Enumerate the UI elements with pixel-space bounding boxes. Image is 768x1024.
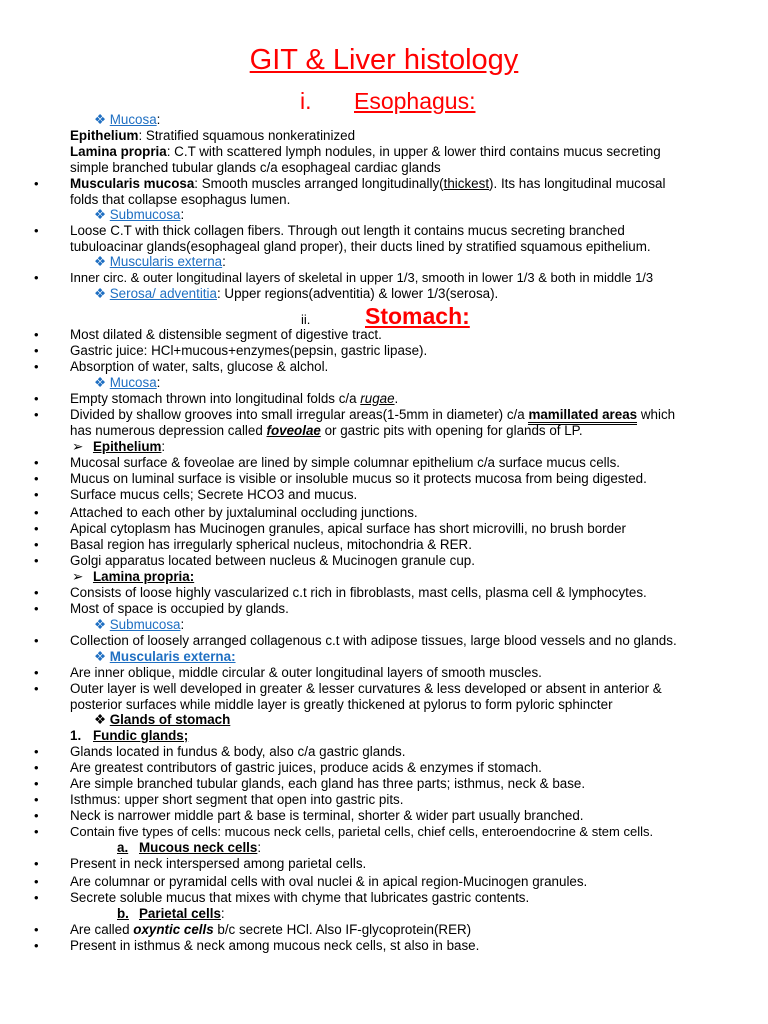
list-item: Present in isthmus & neck among mucous neck cells, st also in base. (70, 938, 480, 953)
list-item (70, 407, 675, 423)
list-item (70, 176, 665, 192)
bullet-icon: • (34, 744, 39, 759)
subheading-lamina-propria (72, 569, 194, 585)
label-submucosa: Submucosa (109, 617, 181, 632)
label-lamina-propria: Lamina propria: (92, 569, 195, 584)
list-letter: b. (117, 906, 129, 921)
diamond-bullet-icon: ❖ (94, 617, 107, 632)
label-mucosa: Mucosa (109, 112, 157, 127)
list-item: Are greatest contributors of gastric juices, produce acids & enzymes if stomach. (70, 760, 542, 775)
subheading-epithelium (72, 439, 165, 455)
list-item: Golgi apparatus located between nucleus & Mucinogen granule cup. (70, 553, 475, 568)
bullet-icon: • (34, 391, 39, 406)
list-item: Neck is narrower middle part & base is terminal, shorter & wider part usually branched. (70, 808, 584, 823)
term-mamillated-areas: mamillated areas (528, 407, 637, 425)
list-item: Gastric juice: HCl+mucous+enzymes(pepsin, gastric lipase). (70, 343, 428, 358)
label-glands-of-stomach: Glands of stomach (109, 712, 231, 727)
bullet-icon: • (34, 922, 39, 937)
bullet-icon: • (34, 874, 39, 889)
colon: : (222, 254, 226, 269)
list-item: Surface mucus cells; Secrete HCO3 and mucus. (70, 487, 358, 502)
text-line: posterior surfaces while middle layer is greatly thickened at pylorus to form pyloric sphincter (70, 697, 613, 712)
label-muscularis-externa: Muscularis externa (109, 254, 223, 269)
text: : Upper regions(adventitia) & lower 1/3(serosa). (216, 286, 499, 301)
bullet-icon: • (34, 359, 39, 374)
subheading-mucous-neck-cells (117, 840, 261, 856)
bullet-icon: • (34, 681, 39, 696)
list-item: Contain five types of cells: mucous neck cells, parietal cells, chief cells, enteroendocrine & stem cells. (70, 824, 654, 839)
bullet-icon: • (34, 487, 39, 502)
colon: : (180, 207, 185, 222)
bullet-icon: • (34, 471, 39, 486)
label-mucous-neck-cells: Mucous neck cells (139, 840, 258, 855)
text-line: simple branched tubular glands c/a esophageal cardiac glands (70, 160, 441, 175)
bullet-icon: • (34, 553, 39, 568)
text: Are called (70, 922, 134, 937)
list-item: Secrete soluble mucus that mixes with chyme that lubricates gastric contents. (70, 890, 530, 905)
arrow-bullet-icon: ➢ (72, 569, 84, 584)
text-line: tubuloacinar glands(esophageal gland proper), their ducts lined by stratified squamous epithelium. (70, 239, 651, 254)
subheading-glands-of-stomach (94, 712, 230, 728)
bullet-icon: • (34, 665, 39, 680)
colon: : (180, 617, 185, 632)
bullet-icon: • (34, 585, 39, 600)
text: : C.T with scattered lymph nodules, in upper & lower third contains mucus secreting (166, 144, 661, 159)
text: Divided by shallow grooves into small irregular areas(1-5mm in diameter) c/a (70, 407, 529, 422)
bullet-icon: • (34, 176, 39, 191)
diamond-bullet-icon: ❖ (94, 254, 107, 269)
list-item: Collection of loosely arranged collagenous c.t with adipose tissues, large blood vessels and no glands. (70, 633, 677, 648)
arrow-bullet-icon: ➢ (72, 439, 84, 454)
text: : Smooth muscles arranged longitudinally( (194, 176, 444, 191)
list-item: Mucus on luminal surface is visible or insoluble mucus so it protects mucosa from being digested. (70, 471, 647, 486)
bullet-icon: • (34, 824, 39, 839)
list-item: Are simple branched tubular glands, each gland has three parts; isthmus, neck & base. (70, 776, 586, 791)
text: Empty stomach thrown into longitudinal folds c/a (70, 391, 361, 406)
page-title: GIT & Liver histology (249, 44, 519, 76)
list-item: Apical cytoplasm has Mucinogen granules, apical surface has short microvilli, no brush border (70, 521, 626, 536)
subheading-submucosa (94, 207, 184, 223)
text: ). Its has longitudinal mucosal (489, 176, 666, 191)
colon: : (156, 112, 161, 127)
colon: : (161, 439, 166, 454)
section-title: Stomach: (365, 303, 470, 329)
diamond-bullet-icon: ❖ (94, 112, 107, 127)
text: . (394, 391, 399, 406)
subheading-mucosa (94, 375, 160, 391)
text: which (637, 407, 676, 422)
bullet-icon: • (34, 760, 39, 775)
list-item: Inner circ. & outer longitudinal layers of skeletal in upper 1/3, smooth in lower 1/3 & both in middle 1/3 (70, 270, 654, 285)
subheading-fundic-glands (70, 728, 188, 744)
label-mucosa: Mucosa (109, 375, 157, 390)
text-line (70, 144, 661, 160)
list-item: Basal region has irregularly spherical nucleus, mitochondria & RER. (70, 537, 472, 552)
diamond-bullet-icon: ❖ (94, 712, 107, 727)
list-item: Mucosal surface & foveolae are lined by simple columnar epithelium c/a surface mucus cells. (70, 455, 621, 470)
bullet-icon: • (34, 808, 39, 823)
list-letter: a. (117, 840, 129, 855)
label-muscularis-mucosa: Muscularis mucosa (70, 176, 195, 191)
subheading-muscularis-externa (94, 254, 226, 270)
label-fundic-glands: Fundic glands; (93, 728, 189, 743)
subheading-submucosa (94, 617, 184, 633)
colon: : (257, 840, 262, 855)
section-number: ii. (301, 312, 311, 327)
text-line (70, 423, 583, 439)
bullet-icon: • (34, 776, 39, 791)
list-item: Attached to each other by juxtaluminal occluding junctions. (70, 505, 418, 520)
text: b/c secrete HCl. Also IF-glycoprotein(RER) (213, 922, 472, 937)
bullet-icon: • (34, 792, 39, 807)
list-item: Are inner oblique, middle circular & outer longitudinal layers of smooth muscles. (70, 665, 542, 680)
bullet-icon: • (34, 633, 39, 648)
list-item: Present in neck interspersed among parietal cells. (70, 856, 367, 871)
list-item (70, 922, 471, 938)
section-number: i. (300, 88, 312, 114)
label-submucosa: Submucosa (109, 207, 181, 222)
text: or gastric pits with opening for glands of LP. (320, 423, 583, 438)
text: : Stratified squamous nonkeratinized (138, 128, 356, 143)
bullet-icon: • (34, 505, 39, 520)
text-line: folds that collapse esophagus lumen. (70, 192, 291, 207)
list-item: Most dilated & distensible segment of digestive tract. (70, 327, 382, 342)
term-oxyntic-cells: oxyntic cells (133, 922, 214, 937)
bullet-icon: • (34, 938, 39, 953)
list-item: Absorption of water, salts, glucose & alchol. (70, 359, 329, 374)
list-number: 1. (70, 728, 82, 743)
bullet-icon: • (34, 407, 39, 422)
section-heading-esophagus (300, 86, 475, 116)
text-line (70, 128, 355, 144)
bullet-icon: • (34, 521, 39, 536)
bullet-icon: • (34, 327, 39, 342)
list-item: Isthmus: upper short segment that open into gastric pits. (70, 792, 404, 807)
bullet-icon: • (34, 343, 39, 358)
bullet-icon: • (34, 455, 39, 470)
term-foveolae: foveolae (266, 423, 321, 438)
label-serosa-adventitia: Serosa/ adventitia (109, 286, 217, 301)
subheading-parietal-cells (117, 906, 225, 922)
term-rugae: rugae (360, 391, 395, 406)
subheading-muscularis-externa (94, 649, 236, 665)
diamond-bullet-icon: ❖ (94, 207, 107, 222)
diamond-bullet-icon: ❖ (94, 649, 107, 664)
list-item: Loose C.T with thick collagen fibers. Through out length it contains mucus secreting branched (70, 223, 625, 238)
label-parietal-cells: Parietal cells (139, 906, 221, 921)
colon: : (156, 375, 161, 390)
bullet-icon: • (34, 856, 39, 871)
label-epithelium: Epithelium (92, 439, 162, 454)
text: has numerous depression called (70, 423, 267, 438)
bullet-icon: • (34, 890, 39, 905)
bullet-icon: • (34, 601, 39, 616)
colon: : (220, 906, 225, 921)
list-item (70, 391, 398, 407)
diamond-bullet-icon: ❖ (94, 375, 107, 390)
label-muscularis-externa: Muscularis externa: (109, 649, 236, 664)
section-title: Esophagus: (354, 88, 476, 114)
bullet-icon: • (34, 537, 39, 552)
label-lamina-propria: Lamina propria (70, 144, 167, 159)
bullet-icon: • (34, 270, 39, 285)
bullet-icon: • (34, 223, 39, 238)
subheading-mucosa (94, 112, 160, 128)
list-item: Consists of loose highly vascularized c.t rich in fibroblasts, mast cells, plasma cell & lymphocytes. (70, 585, 647, 600)
diamond-bullet-icon: ❖ (94, 286, 107, 301)
label-epithelium: Epithelium (70, 128, 139, 143)
list-item: Most of space is occupied by glands. (70, 601, 289, 616)
underlined-term: thickest (443, 176, 490, 191)
list-item: Are columnar or pyramidal cells with oval nuclei & in apical region-Mucinogen granules. (70, 874, 588, 889)
list-item: Glands located in fundus & body, also c/a gastric glands. (70, 744, 406, 759)
list-item: Outer layer is well developed in greater & lesser curvatures & less developed or absent in anterior & (70, 681, 662, 696)
